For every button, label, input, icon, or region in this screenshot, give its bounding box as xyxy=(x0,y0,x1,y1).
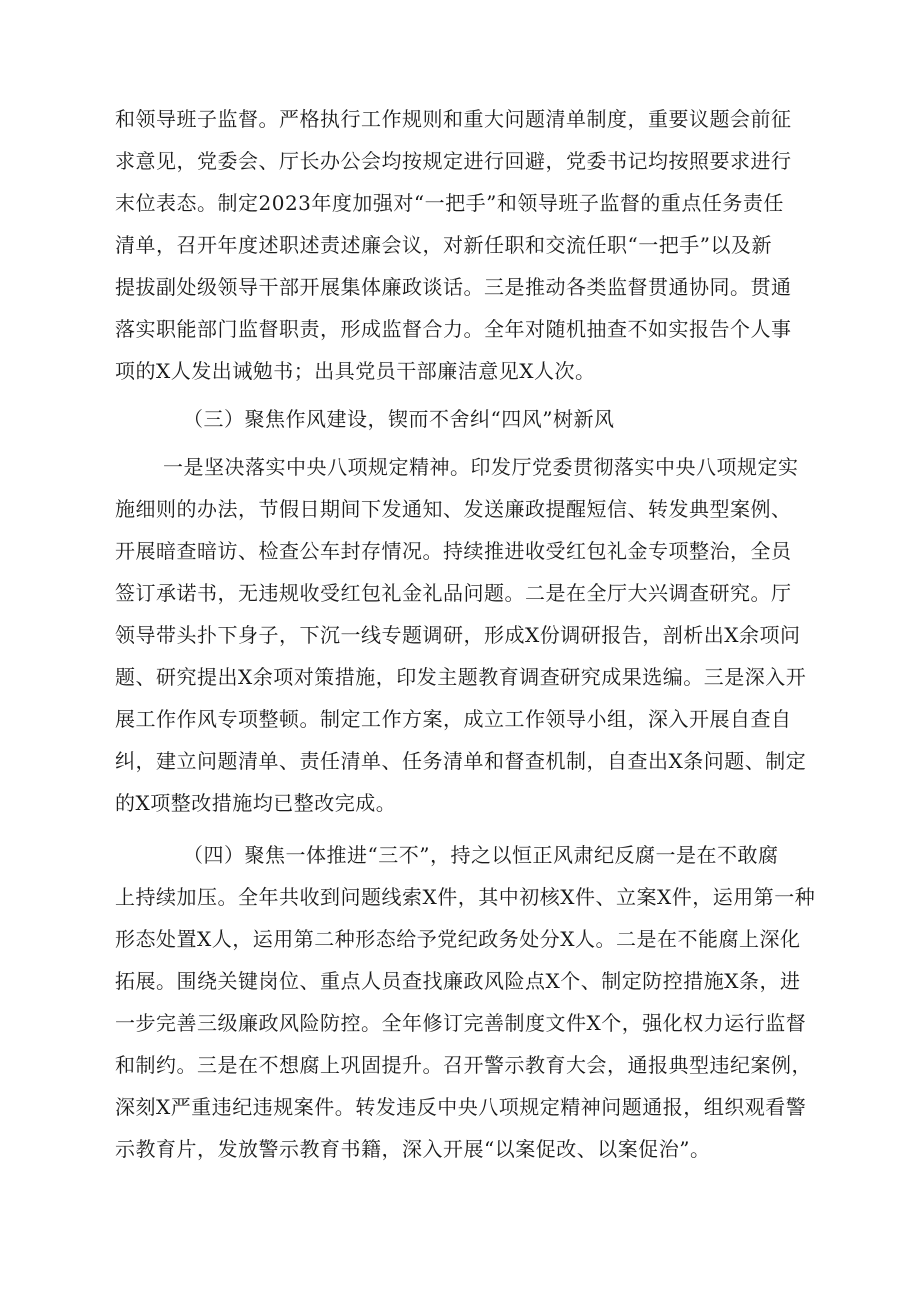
paragraph-3-line-3: 开展暗查暗访、检查公车封存情况。持续推进收受红包礼金专项整治，全员 xyxy=(115,539,792,563)
paragraph-1-line-6: 落实职能部门监督职责，形成监督合力。全年对随机抽查不如实报告个人事 xyxy=(115,317,792,341)
section-heading-3: （三）聚焦作风建设，锲而不舍纠“四风”树新风 xyxy=(183,407,615,431)
paragraph-4-line-1: （四）聚焦一体推进“三不”，持之以恒正风肃纪反腐一是在不敢腐 xyxy=(183,843,779,867)
paragraph-3-line-4: 签订承诺书，无违规收受红包礼金礼品问题。二是在全厅大兴调查研究。厅 xyxy=(115,581,792,605)
paragraph-4-line-8: 示教育片，发放警示教育书籍，深入开展“以案促改、以案促治”。 xyxy=(115,1137,711,1161)
paragraph-3-line-5: 领导带头扑下身子，下沉一线专题调研，形成X份调研报告，剖析出X余项问 xyxy=(115,623,801,647)
paragraph-3-line-6: 题、研究提出X余项对策措施，印发主题教育调查研究成果选编。三是深入开 xyxy=(115,665,807,689)
paragraph-4-line-5: 一步完善三级廉政风险防控。全年修订完善制度文件X个，强化权力运行监督 xyxy=(115,1011,807,1035)
paragraph-4-line-7: 深刻X严重违纪违规案件。转发违反中央八项规定精神问题通报，组织观看警 xyxy=(115,1095,807,1119)
paragraph-4-line-6: 和制约。三是在不想腐上巩固提升。召开警示教育大会，通报典型违纪案例， xyxy=(115,1053,812,1077)
paragraph-1-line-2: 求意见，党委会、厅长办公会均按规定进行回避，党委书记均按照要求进行 xyxy=(115,149,792,173)
paragraph-1-line-7: 项的X人发出诫勉书；出具党员干部廉洁意见X人次。 xyxy=(115,359,596,383)
paragraph-3-line-1: 一是坚决落实中央八项规定精神。印发厅党委贯彻落实中央八项规定实 xyxy=(163,455,799,479)
paragraph-1-line-4: 清单，召开年度述职述责述廉会议，对新任职和交流任职“一把手”以及新 xyxy=(115,233,772,257)
paragraph-4-line-2: 上持续加压。全年共收到问题线索X件，其中初核X件、立案X件，运用第一种 xyxy=(115,885,816,909)
paragraph-4-line-4: 拓展。围绕关键岗位、重点人员查找廉政风险点X个、制定防控措施X条，进 xyxy=(115,969,801,993)
paragraph-3-line-2: 施细则的办法，节假日期间下发通知、发送廉政提醒短信、转发典型案例、 xyxy=(115,497,792,521)
paragraph-1-line-3: 末位表态。制定2023年度加强对“一把手”和领导班子监督的重点任务责任 xyxy=(115,191,784,215)
paragraph-3-line-9: 的X项整改措施均已整改完成。 xyxy=(115,791,397,815)
paragraph-1-line-5: 提拔副处级领导干部开展集体廉政谈话。三是推动各类监督贯通协同。贯通 xyxy=(115,275,792,299)
paragraph-3-line-7: 展工作作风专项整顿。制定工作方案，成立工作领导小组，深入开展自查自 xyxy=(115,707,792,731)
paragraph-3-line-8: 纠，建立问题清单、责任清单、任务清单和督查机制，自查出X条问题、制定 xyxy=(115,749,807,773)
document-body xyxy=(115,0,835,1301)
paragraph-4-line-3: 形态处置X人，运用第二种形态给予党纪政务处分X人。二是在不能腐上深化 xyxy=(115,927,801,951)
paragraph-1-line-1: 和领导班子监督。严格执行工作规则和重大问题清单制度，重要议题会前征 xyxy=(115,107,792,131)
